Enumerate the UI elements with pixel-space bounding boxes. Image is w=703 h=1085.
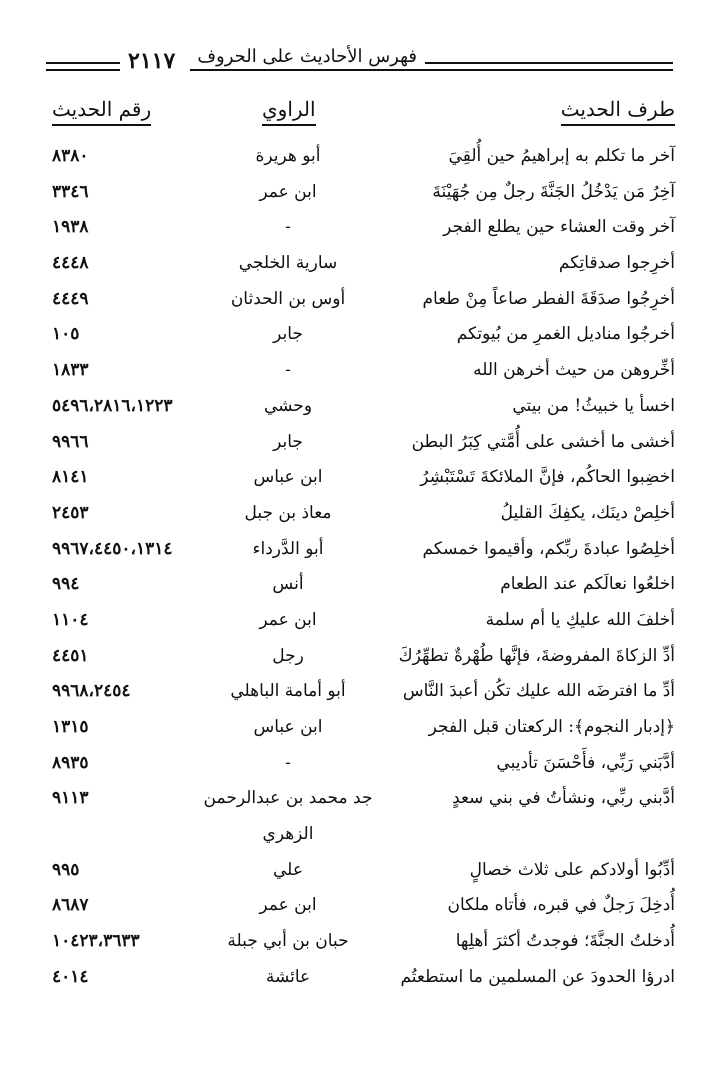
narrator: علي bbox=[273, 859, 303, 880]
hadith-number: ٩٩٦٧،٤٤٥٠،١٣١٤ bbox=[52, 538, 173, 559]
hadith-index-table bbox=[40, 140, 675, 997]
narrator: عائشة bbox=[265, 966, 311, 987]
narrator: - bbox=[285, 217, 291, 238]
table-row bbox=[40, 782, 675, 818]
table-row bbox=[40, 854, 675, 890]
hadith-text: أدِّبُوا أولادكم على ثلاث خصالٍ bbox=[469, 859, 675, 880]
narrator: - bbox=[285, 752, 291, 773]
hadith-number: ٣٣٤٦ bbox=[52, 181, 89, 202]
narrator: جابر bbox=[273, 324, 303, 345]
hadith-text: آخِرُ مَن يَدْخُلُ الجَنَّةَ رجلٌ مِن جُهَيْنَةَ bbox=[432, 181, 675, 202]
narrator: رجل bbox=[272, 645, 304, 666]
narrator: أنس bbox=[272, 574, 304, 595]
table-row bbox=[40, 283, 675, 319]
narrator: - bbox=[285, 360, 291, 381]
table-row bbox=[40, 497, 675, 533]
hadith-text: أخِّروهن من حيث أخرهن الله bbox=[473, 360, 675, 381]
hadith-text: اخسأ يا خبيثُ! من بيتي bbox=[512, 395, 675, 416]
hadith-number: ٤٤٤٩ bbox=[52, 288, 89, 309]
table-row bbox=[40, 426, 675, 462]
narrator: أبو أمامة الباهلي bbox=[230, 681, 346, 702]
hadith-number: ١٨٣٣ bbox=[52, 360, 89, 381]
hadith-text: أخشى ما أخشى على أُمَّتي كِبَرُ البطن bbox=[411, 431, 675, 452]
hadith-text: ﴿إدبار النجوم﴾: الركعتان قبل الفجر bbox=[428, 717, 675, 737]
narrator: جابر bbox=[273, 431, 303, 452]
hadith-text: أخلِصُوا عبادةَ ربِّكم، وأقيموا خمسكم bbox=[422, 538, 675, 559]
book-title: فهرس الأحاديث على الحروف bbox=[189, 46, 425, 67]
table-row bbox=[40, 176, 675, 212]
narrator: ابن عباس bbox=[253, 717, 323, 737]
column-header-narrator: الراوي bbox=[262, 96, 316, 126]
hadith-text: أخرِجوا صدقاتِكم bbox=[558, 253, 675, 274]
narrator: أوس بن الحدثان bbox=[230, 288, 346, 309]
hadith-text: اخضِبوا الحاكُم، فإنَّ الملائكةَ تَسْتَبْشِرُ bbox=[420, 467, 675, 488]
narrator: ابن عمر bbox=[259, 895, 317, 916]
hadith-number: ١٣١٥ bbox=[52, 717, 89, 737]
table-row bbox=[40, 318, 675, 354]
narrator: جد محمد بن عبدالرحمن bbox=[203, 788, 373, 809]
narrator: وحشي bbox=[263, 395, 313, 416]
hadith-text: أدِّ ما افترضَه الله عليك تكُن أعبدَ النَّاس bbox=[402, 681, 675, 702]
hadith-number: ٥٤٩٦،٢٨١٦،١٢٢٣ bbox=[52, 395, 173, 416]
narrator: حبان بن أبي جبلة bbox=[227, 931, 349, 952]
hadith-number: ٨٦٨٧ bbox=[52, 895, 89, 916]
hadith-text: أُدخلتُ الجنَّةَ؛ فوجدتُ أكثرَ أهلِها bbox=[455, 931, 675, 952]
table-row bbox=[40, 140, 675, 176]
hadith-number: ١٠٤٢٣،٣٦٣٣ bbox=[52, 931, 140, 952]
hadith-text: آخر ما تكلم به إبراهيمُ حين أُلقِيَ bbox=[448, 146, 675, 166]
hadith-number: ٩٩٦٨،٢٤٥٤ bbox=[52, 681, 131, 702]
hadith-number: ٩٩٦٦ bbox=[52, 431, 89, 452]
hadith-text: أُدخِلَ رَجلٌ في قبره، فأتاه ملكان bbox=[447, 895, 675, 916]
column-headers bbox=[40, 96, 675, 132]
hadith-text: أدِّ الزكاةَ المفروضةَ، فإنَّها طُهْرةٌ تطهِّرُكَ bbox=[398, 645, 675, 666]
column-header-number: رقم الحديث bbox=[52, 96, 151, 126]
hadith-number: ٩١١٣ bbox=[52, 788, 89, 809]
hadith-number: ٢٤٥٣ bbox=[52, 502, 89, 523]
hadith-number: ٩٩٥ bbox=[52, 859, 80, 880]
running-header bbox=[40, 48, 675, 78]
narrator: ابن عمر bbox=[259, 609, 317, 630]
hadith-number: ٤٠١٤ bbox=[52, 966, 89, 987]
narrator: أبو الدَّرداء bbox=[252, 538, 324, 559]
table-row bbox=[40, 568, 675, 604]
hadith-text: آخر وقت العشاء حين يطلع الفجر bbox=[443, 217, 675, 238]
narrator: سارية الخلجي bbox=[238, 253, 338, 274]
table-row bbox=[40, 533, 675, 569]
hadith-number: ١٩٣٨ bbox=[52, 217, 89, 238]
hadith-number: ١٠٥ bbox=[52, 324, 80, 345]
narrator: أبو هريرة bbox=[255, 146, 321, 166]
hadith-text: أخلِصْ دينَك، يكفِكَ القليلُ bbox=[500, 502, 675, 523]
table-row bbox=[40, 461, 675, 497]
hadith-number: ٤٤٥١ bbox=[52, 645, 89, 666]
table-row bbox=[40, 818, 675, 854]
table-row bbox=[40, 390, 675, 426]
hadith-text: ادرؤا الحدودَ عن المسلمين ما استطعتُم bbox=[400, 966, 675, 987]
table-row bbox=[40, 747, 675, 783]
hadith-number: ١١٠٤ bbox=[52, 609, 89, 630]
hadith-text: اخلعُوا نعالَكم عند الطعام bbox=[500, 574, 675, 595]
narrator: ابن عباس bbox=[253, 467, 323, 488]
hadith-number: ٨٩٣٥ bbox=[52, 752, 89, 773]
hadith-number: ٩٩٤ bbox=[52, 574, 80, 595]
table-row bbox=[40, 675, 675, 711]
hadith-text: أخلفَ الله عليكِ يا أم سلمة bbox=[485, 609, 675, 630]
table-row bbox=[40, 711, 675, 747]
narrator: معاذ بن جبل bbox=[244, 502, 332, 523]
hadith-number: ٤٤٤٨ bbox=[52, 253, 89, 274]
column-header-text: طرف الحديث bbox=[561, 96, 675, 126]
header-rule-left bbox=[46, 62, 120, 71]
narrator: الزهري bbox=[262, 824, 314, 845]
narrator: ابن عمر bbox=[259, 181, 317, 202]
hadith-text: أخرِجُوا صدَقَةَ الفطر صاعاً مِنْ طعام bbox=[422, 288, 675, 309]
table-row bbox=[40, 247, 675, 283]
table-row bbox=[40, 354, 675, 390]
table-row bbox=[40, 961, 675, 997]
hadith-number: ٨٣٨٠ bbox=[52, 146, 89, 166]
table-row bbox=[40, 604, 675, 640]
table-row bbox=[40, 211, 675, 247]
table-row bbox=[40, 925, 675, 961]
hadith-text: أدَّبني ربِّي، ونشأتُ في بني سعدٍ bbox=[452, 788, 675, 809]
hadith-number: ٨١٤١ bbox=[52, 467, 89, 488]
table-row bbox=[40, 889, 675, 925]
hadith-text: أخرجُوا مناديل الغمرِ من بُيوتكم bbox=[456, 324, 675, 345]
page-number: ٢١١٧ bbox=[128, 48, 176, 74]
hadith-text: أدَّبَني رَبِّي، فأَحْسَنَ تأديبي bbox=[496, 752, 675, 773]
table-row bbox=[40, 640, 675, 676]
